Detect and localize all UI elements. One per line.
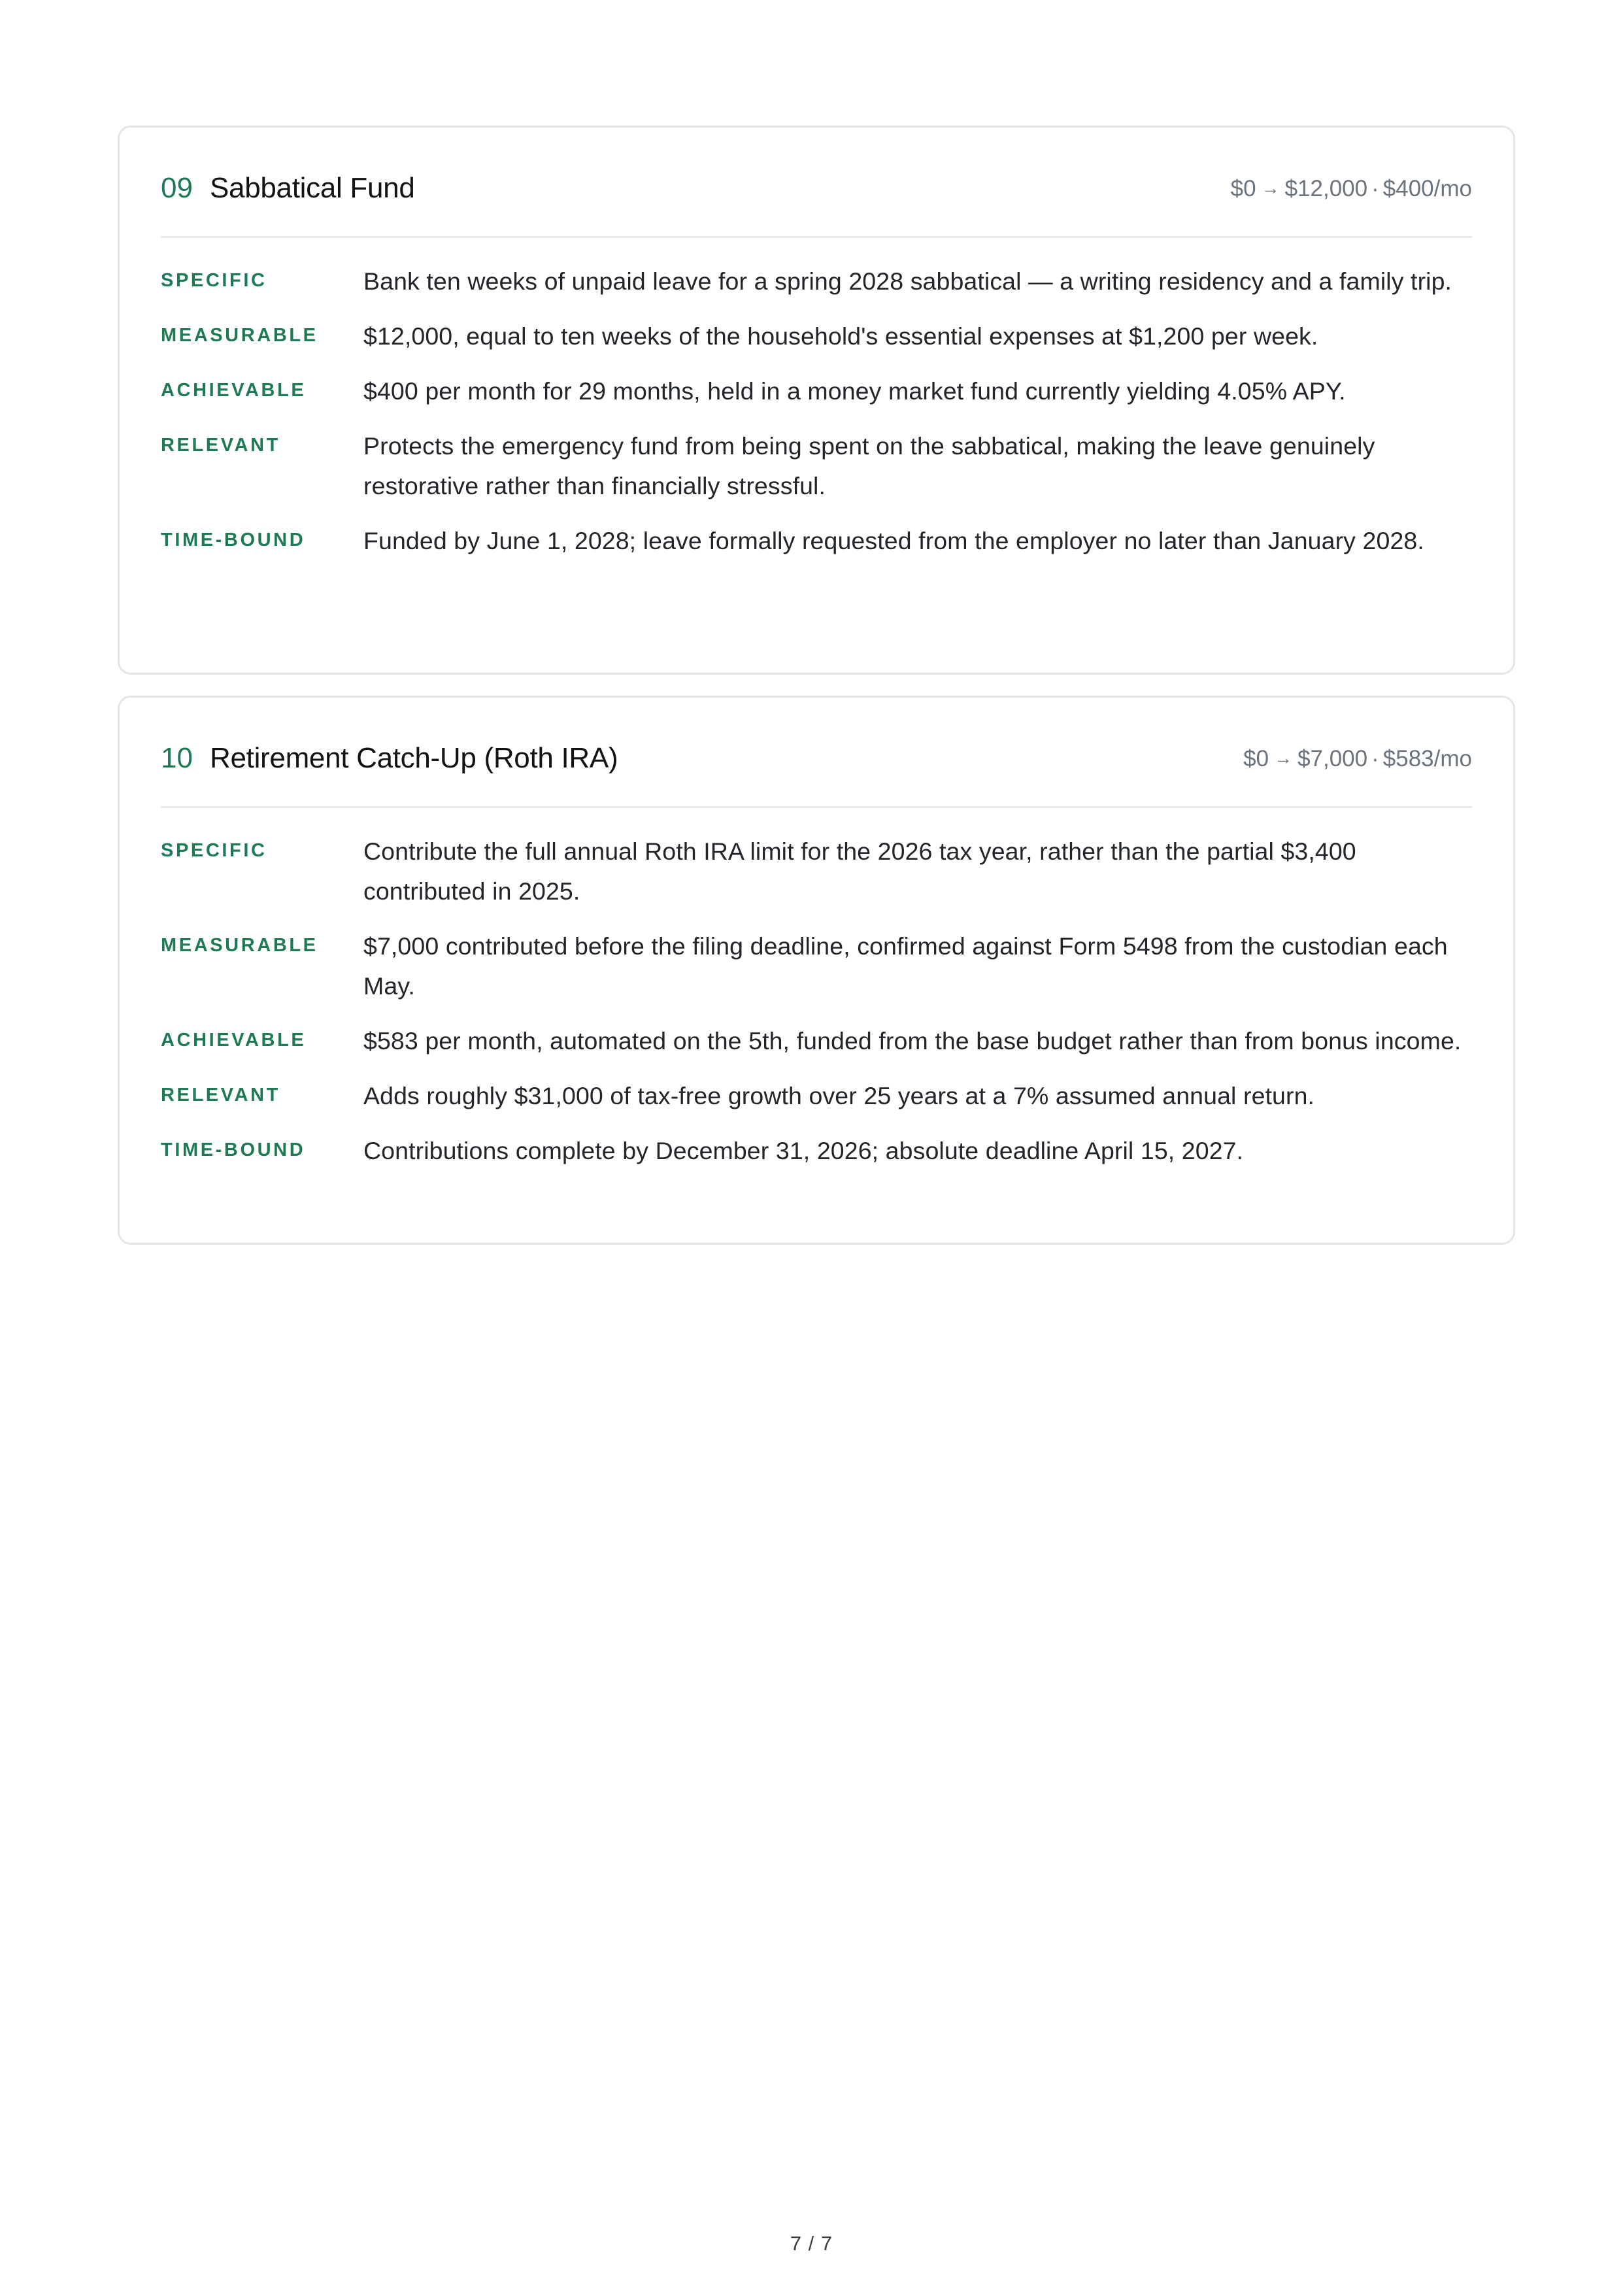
criteria-label: MEASURABLE: [161, 935, 318, 956]
criteria-row-time-bound: [161, 1131, 1472, 1171]
criteria-label: ACHIEVABLE: [161, 380, 307, 401]
criteria-text: Contributions complete by December 31, 2026; absolute deadline April 15, 2027.: [363, 1137, 1244, 1164]
goal-start-amount: $0: [1243, 746, 1269, 771]
criteria-row-measurable: [161, 926, 1472, 1006]
separator-dot: ·: [1371, 176, 1379, 201]
criteria-label: SPECIFIC: [161, 840, 267, 861]
criteria-text: $12,000, equal to ten weeks of the household's essential expenses at $1,200 per week.: [363, 322, 1318, 350]
criteria-label: TIME-BOUND: [161, 530, 306, 550]
goal-number: 09: [161, 172, 193, 204]
criteria-text: $400 per month for 29 months, held in a money market fund currently yielding 4.05% APY.: [363, 377, 1346, 405]
smart-criteria-list: [161, 832, 1472, 1186]
separator-dot: ·: [1371, 746, 1379, 771]
criteria-row-specific: [161, 262, 1472, 301]
goal-number: 10: [161, 742, 193, 774]
right-arrow-icon: →: [1274, 748, 1293, 768]
criteria-text: Funded by June 1, 2028; leave formally requested from the employer no later than January 2028.: [363, 527, 1424, 554]
criteria-label: TIME-BOUND: [161, 1140, 306, 1160]
criteria-row-specific: [161, 832, 1472, 911]
goal-monthly-amount: $583/mo: [1382, 746, 1472, 771]
smart-criteria-list: [161, 262, 1472, 576]
criteria-label: ACHIEVABLE: [161, 1030, 307, 1051]
goal-card-sabbatical-fund: [118, 126, 1515, 675]
criteria-row-time-bound: [161, 521, 1472, 561]
right-arrow-icon: →: [1261, 178, 1280, 198]
criteria-text: $583 per month, automated on the 5th, funded from the base budget rather than from bonus income.: [363, 1027, 1462, 1055]
goal-target-amount: $12,000: [1284, 176, 1368, 201]
criteria-row-relevant: [161, 426, 1472, 506]
criteria-text: $7,000 contributed before the filing deadline, confirmed against Form 5498 from the custodian each May.: [363, 932, 1448, 1000]
goal-start-amount: $0: [1230, 176, 1256, 201]
criteria-text: Adds roughly $31,000 of tax-free growth over 25 years at a 7% assumed annual return.: [363, 1082, 1315, 1109]
goal-title: Retirement Catch-Up (Roth IRA): [210, 742, 618, 774]
goal-header: [161, 698, 1472, 808]
criteria-label: RELEVANT: [161, 1085, 280, 1106]
goal-card-retirement-catch-up: [118, 696, 1515, 1245]
criteria-label: SPECIFIC: [161, 270, 267, 291]
goal-monthly-amount: $400/mo: [1382, 176, 1472, 201]
goal-target-amount: $7,000: [1297, 746, 1368, 771]
criteria-text: Bank ten weeks of unpaid leave for a spring 2028 sabbatical — a writing residency and a family trip.: [363, 267, 1452, 295]
goal-title: Sabbatical Fund: [210, 172, 415, 204]
criteria-row-measurable: [161, 316, 1472, 356]
criteria-row-achievable: [161, 1021, 1472, 1061]
goal-header: [161, 127, 1472, 238]
criteria-text: Protects the emergency fund from being spent on the sabbatical, making the leave genuinely restorative rather than financially stressful.: [363, 432, 1375, 499]
goal-figures: [1243, 743, 1472, 777]
criteria-text: Contribute the full annual Roth IRA limit for the 2026 tax year, rather than the partial $3,400 contributed in 2025.: [363, 837, 1356, 905]
page-number: 7 / 7: [790, 2232, 833, 2255]
criteria-row-achievable: [161, 371, 1472, 411]
criteria-row-relevant: [161, 1076, 1472, 1116]
criteria-label: MEASURABLE: [161, 325, 318, 346]
criteria-label: RELEVANT: [161, 435, 280, 456]
goal-figures: [1231, 173, 1472, 207]
